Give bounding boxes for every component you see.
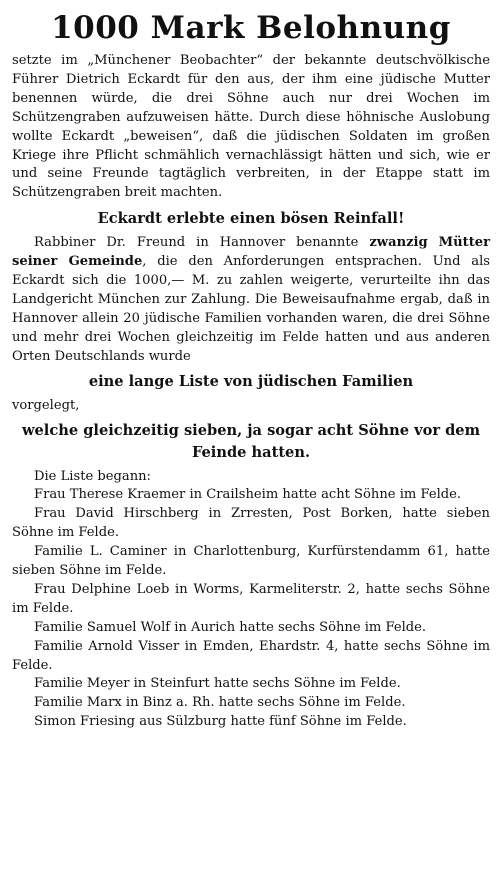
- list-intro: Die Liste begann:: [34, 468, 151, 484]
- vorgelegt-text: vorgelegt,: [12, 397, 80, 413]
- list-entry: Familie Meyer in Steinfurt hatte sechs Söhne im Felde.: [34, 676, 401, 692]
- list-entry: Frau Therese Kraemer in Crailsheim hatte acht Söhne im Felde.: [34, 487, 462, 503]
- intro-paragraph: setzte im „Münchener Beobachter“ der bekannte deutschvölkische Führer Dietrich Eckardt für den aus, der ihm eine jüdische Mutter benennen würde, die drei Söhne auch nur drei Wochen im Schützengraben aufzuweisen hätte. Durch diese höhnische Auslobung wollte Eckardt „beweisen“, daß die jüdischen Soldaten im großen Kriege ihre Pflicht schmählich vernachlässigt hätten und sich, wie er und seine Freunde tagtäglich verbreiten, in der Etappe statt im Schützengraben breit machten.: [12, 53, 490, 201]
- list-entry: Frau David Hirschberg in Zrresten, Post Borken, hatte sieben Söhne im Felde.: [12, 506, 490, 541]
- subheading: Eckardt erlebte einen bösen Reinfall!: [97, 210, 405, 228]
- list-entry: Familie Samuel Wolf in Aurich hatte sechs Söhne im Felde.: [34, 619, 427, 635]
- rabbi-text-before: Rabbiner Dr. Freund in Hannover benannte: [34, 235, 359, 251]
- list-entry: Familie Arnold Visser in Emden, Ehardstr. 4, hatte sechs Söhne im Felde.: [12, 638, 490, 673]
- list-entry: Simon Friesing aus Sülzburg hatte fünf Söhne im Felde.: [34, 714, 407, 730]
- emphasis-muetter: Mütter seiner Gemeinde: [12, 235, 490, 270]
- list-entry: Frau Delphine Loeb in Worms, Karmeliterstr. 2, hatte sechs Söhne im Felde.: [12, 581, 490, 616]
- family-list: [12, 468, 490, 733]
- emphasis-zwanzig: zwanzig: [369, 235, 428, 251]
- rabbi-text-after: , die den Anforderungen entsprachen. Und als Eckardt sich die 1000,— M. zu zahlen weigerte, verurteilte ihn das Landgericht München zur Zahlung. Die Beweisaufnahme ergab, daß in Hannover allein 20 jüdische Familien vorhanden waren, die drei Söhne und mehr drei Wochen gleichzeitig im Felde hatten und aus anderen Orten Deutschlands wurde: [12, 254, 490, 364]
- list-heading: eine lange Liste von jüdischen Familien: [88, 372, 414, 390]
- highlight-statement: welche gleichzeitig sieben, ja sogar acht Söhne vor dem Feinde hatten.: [21, 421, 481, 461]
- list-entry: Familie L. Caminer in Charlottenburg, Kurfürstendamm 61, hatte sieben Söhne im Felde.: [12, 544, 490, 579]
- rabbi-paragraph: [12, 234, 490, 366]
- headline: 1000 Mark Belohnung: [51, 10, 451, 46]
- list-entry: Familie Marx in Binz a. Rh. hatte sechs Söhne im Felde.: [34, 695, 406, 711]
